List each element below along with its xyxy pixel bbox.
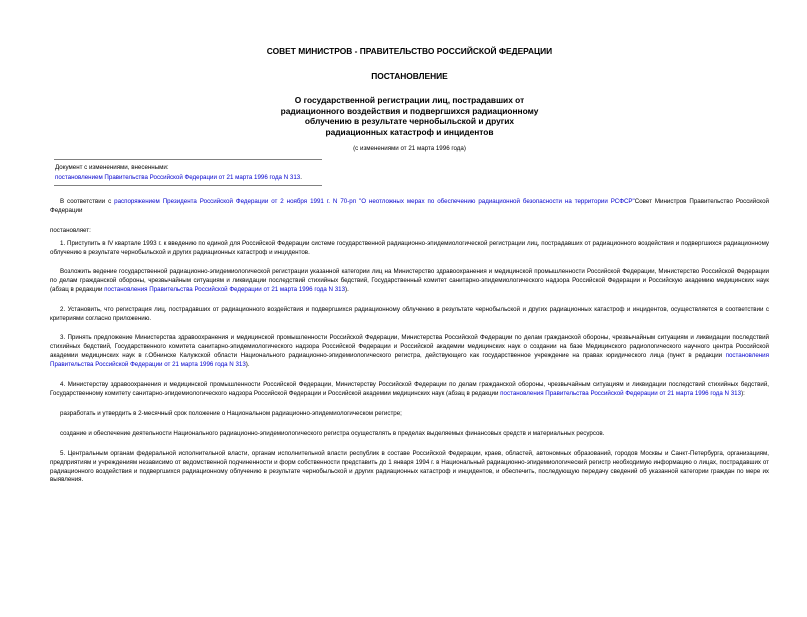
- clause-text: 3. Принять предложение Министерства здравоохранения и медицинской промышленности Российской Федерации, Министерства Российской Федерации по делам гражданской обороны, чрезвычайным ситуациям и ликвидации последствий стихийных бедствий, Государственного комитета санитарно-эпидемиологического надзора Российской Федерации и Российской академии медицинских наук о создании на базе Медицинского радиологического научного центра Российской академии медицинских наук в г.Обнинске Калужской области Национального радиационно-эпидемиологического регистра, действующего как государственное учреждение на правах юридического лица (пункт в редакции: [50, 334, 769, 360]
- changes-note: (с изменениями от 21 марта 1996 года): [353, 145, 466, 153]
- preamble-paragraph: [50, 198, 769, 216]
- issuer-heading: СОВЕТ МИНИСТРОВ - ПРАВИТЕЛЬСТВО РОССИЙСКОЙ ФЕДЕРАЦИИ: [266, 46, 553, 56]
- document-page: [0, 46, 807, 617]
- clause-text: 4. Министерству здравоохранения и медицинской промышленности Российской Федерации, Министерству Российской Федерации по делам гражданской обороны, чрезвычайным ситуациям и ликвидации последствий стихийных бедствий, Государственному комитету санитарно-эпидемиологического надзора Российской Федерации и Российской академии медицинских наук (абзац в редакции: [50, 381, 769, 397]
- title-line: О государственной регистрации лиц, пострадавших от: [294, 95, 525, 105]
- clause-end: ).: [245, 361, 250, 369]
- amendment-link[interactable]: постановления Правительства Российской Федерации от 21 марта 1996 года N 313: [500, 389, 742, 397]
- preamble-suffix: Совет Министров Правительство Российской Федерации: [50, 198, 769, 215]
- clause-5: 5. Центральным органам федеральной исполнительной власти, органам исполнительной власти республик в составе Российской Федерации, краев, областей, автономных образований, городов Москвы и Санкт-Петербурга, организациям, предприятиям и учреждениям независимо от ведомственной подчиненности и форм собственности представить до 1 января 1994 г. в Национальный радиационно-эпидемиологический регистр необходимую информацию о лицах, пострадавших от радиационного воздействия и подвергшихся радиационному облучению в результате чернобыльской и других радиационных катастроф и инцидентов, и обеспечить, последующую передачу сведений об указанной категории граждан по мере их выявления.: [50, 449, 769, 484]
- amendments-note: [50, 163, 769, 182]
- clause-4-item-2: создание и обеспечение деятельности Национального радиационно-эпидемиологического регистра осуществлять в пределах выделяемых финансовых средств и материальных ресурсов.: [60, 429, 605, 437]
- amendment-link[interactable]: постановлением Правительства Российской Федерации от 21 марта 1996 года N 313: [55, 173, 301, 181]
- decrees-word: постановляет:: [50, 227, 91, 235]
- amendments-line: [55, 173, 769, 183]
- amendments-label: Документ с изменениями, внесенными:: [55, 164, 169, 172]
- divider: [54, 159, 322, 160]
- clause-text: Возложить ведение государственной радиационно-эпидемиологической регистрации указанной категории лиц на Министерство здравоохранения и медицинской промышленности Российской Федерации, Министерство Российской Федерации по делам гражданской обороны, чрезвычайным ситуациям и ликвидации последствий стихийных бедствий, Государственный комитет санитарно-эпидемиологического надзора Российской Федерации и Российскую академию медицинских наук (абзац в редакции: [50, 267, 769, 293]
- clause-2: 2. Установить, что регистрация лиц, пострадавших от радиационного воздействия и подвергшихся радиационному облучению в результате чернобыльской и других радиационных катастроф и инцидентов, осуществляется в соответствии с критериями согласно приложению.: [50, 305, 769, 322]
- preamble-prefix: В соответствии с: [60, 198, 112, 206]
- presidential-order-link[interactable]: распоряжением Президента Российской Федерации от 2 ноября 1991 г. N 70-рп "О неотложных мерах по обеспечению радиационной безопасности на территории РСФСР": [114, 198, 635, 206]
- clause-4-item-1: разработать и утвердить в 2-месячный срок положение о Национальном радиационно-эпидемиологическом регистре;: [60, 409, 402, 417]
- document-type-heading: ПОСТАНОВЛЕНИЕ: [371, 71, 448, 81]
- title-line: радиационных катастроф и инцидентов: [325, 126, 494, 137]
- clause-4: [50, 381, 769, 399]
- title-line: облучению в результате чернобыльской и других: [304, 116, 515, 127]
- clause-1-paragraph-2: [50, 268, 769, 295]
- clause-end: ):: [741, 389, 745, 397]
- clause-1: 1. Приступить в IV квартале 1993 г. к введению по единой для Российской Федерации системе государственной радиационно-эпидемиологической регистрации лиц, пострадавших от радиационного воздействия и подвергшихся радиационному облучению в результате чернобыльской и других радиационных катастроф и инцидентов.: [50, 240, 769, 256]
- amendment-link[interactable]: постановления Правительства Российской Федерации от 21 марта 1996 года N 313: [50, 352, 769, 369]
- divider: [54, 185, 322, 186]
- title-line: радиационного воздействия и подвергшихся радиационному: [280, 105, 539, 116]
- amendment-suffix: .: [300, 173, 302, 181]
- document-title: [50, 95, 769, 137]
- clause-3: [50, 334, 769, 370]
- amendment-link[interactable]: постановления Правительства Российской Федерации от 21 марта 1996 года N 313: [104, 285, 346, 293]
- clause-end: ).: [345, 285, 349, 293]
